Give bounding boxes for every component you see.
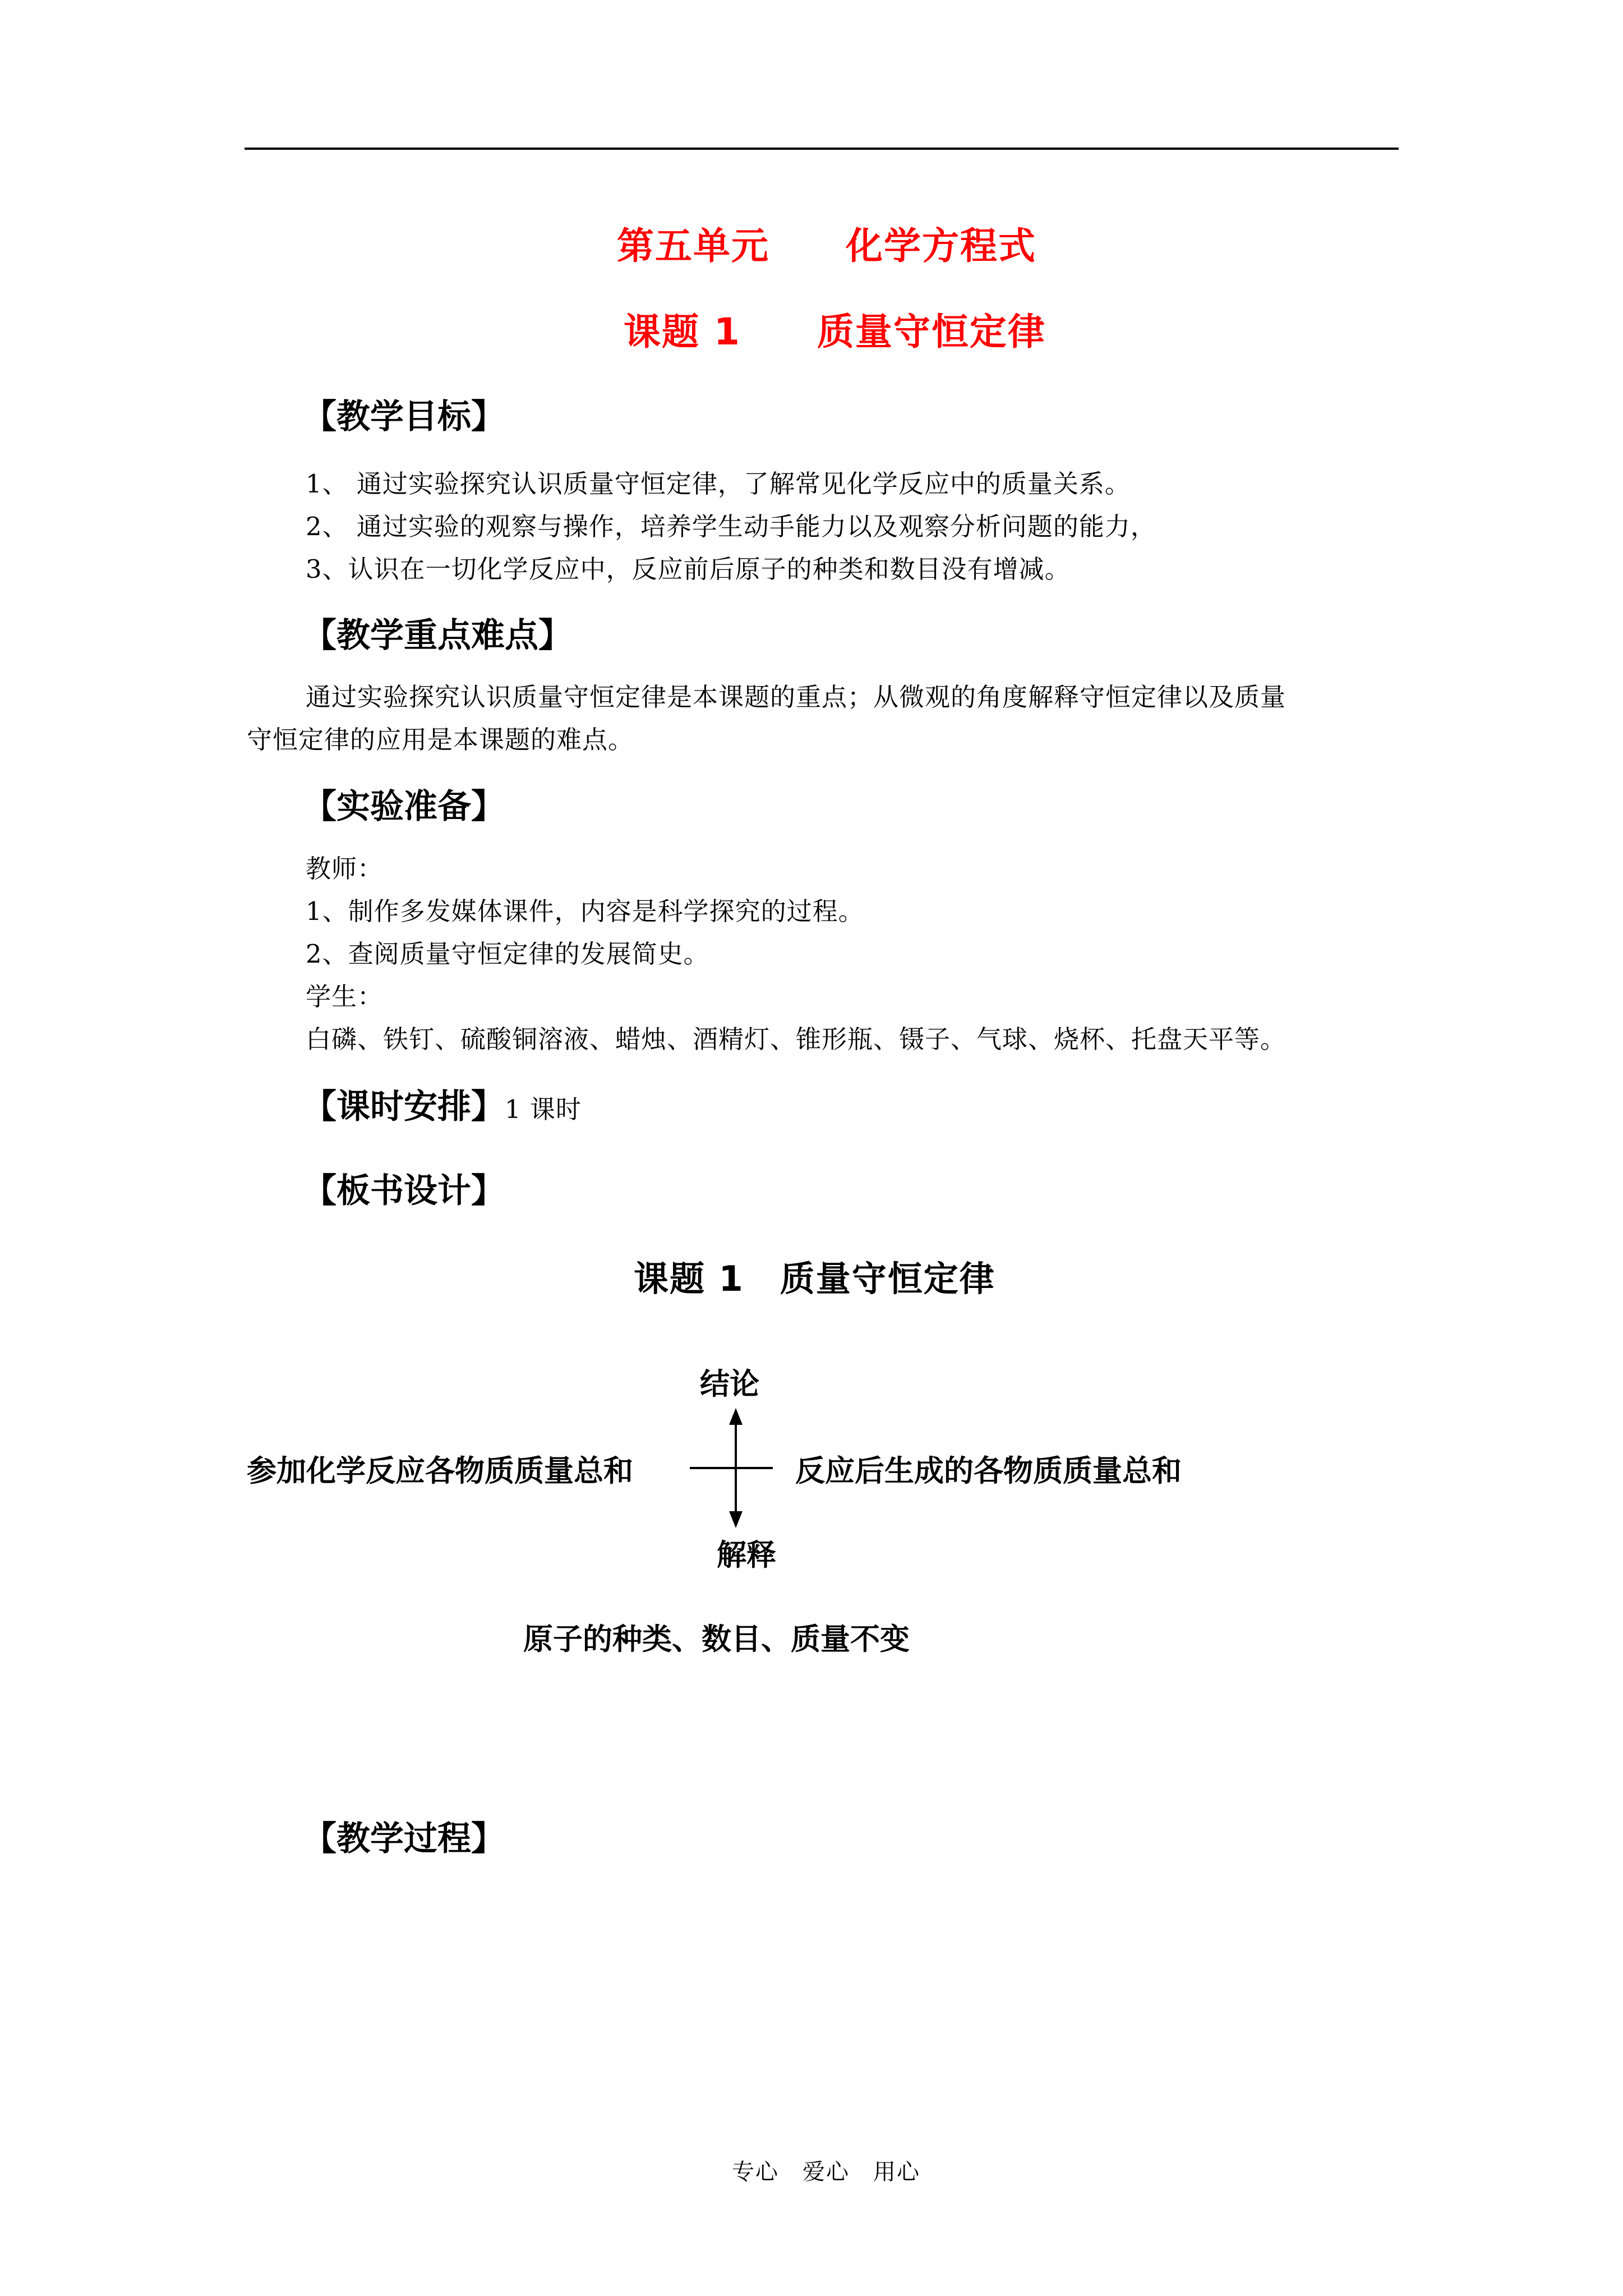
- conclusion-label: 结论: [700, 1367, 759, 1401]
- products-mass-label: 反应后生成的各物质质量总和: [795, 1454, 1182, 1488]
- objective-item: 2、 通过实验的观察与操作，培养学生动手能力以及观察分析问题的能力，: [306, 512, 1156, 541]
- preparation-heading: 【实验准备】: [303, 787, 505, 826]
- header-rule: [245, 148, 1399, 150]
- unit-title: 第五单元 化学方程式: [617, 224, 1036, 268]
- key-points-line: 守恒定律的应用是本课题的难点。: [247, 725, 634, 754]
- equality-cross-arrows: [690, 1408, 780, 1531]
- schedule-heading: 【课时安排】: [303, 1087, 505, 1126]
- reactants-mass-label: 参加化学反应各物质质量总和: [247, 1454, 633, 1488]
- teacher-label: 教师：: [306, 854, 384, 884]
- student-label: 学生：: [306, 982, 384, 1011]
- footer-text: 专心 爱心 用心: [732, 2159, 920, 2185]
- arrow-down-icon: [729, 1511, 743, 1528]
- key-points-heading: 【教学重点难点】: [303, 616, 572, 655]
- board-heading: 【板书设计】: [303, 1171, 505, 1211]
- explanation-text: 原子的种类、数目、质量不变: [523, 1622, 910, 1657]
- student-items: 白磷、铁钉、硫酸铜溶液、蜡烛、酒精灯、锥形瓶、镊子、气球、烧杯、托盘天平等。: [306, 1024, 1287, 1054]
- objective-item: 1、 通过实验探究认识质量守恒定律，了解常见化学反应中的质量关系。: [306, 469, 1131, 499]
- arrow-up-icon: [729, 1408, 743, 1425]
- objective-item: 3、认识在一切化学反应中，反应前后原子的种类和数目没有增减。: [306, 554, 1071, 584]
- teacher-item: 1、制作多发媒体课件，内容是科学探究的过程。: [306, 896, 864, 926]
- schedule-row: [303, 1080, 582, 1128]
- lesson-title: 课题 1 质量守恒定律: [624, 310, 1046, 353]
- objectives-heading: 【教学目标】: [303, 397, 505, 436]
- teacher-item: 2、查阅质量守恒定律的发展简史。: [306, 939, 709, 969]
- board-title: 课题 1 质量守恒定律: [634, 1258, 995, 1299]
- explanation-label: 解释: [717, 1538, 776, 1572]
- process-heading: 【教学过程】: [303, 1819, 505, 1858]
- key-points-line: 通过实验探究认识质量守恒定律是本课题的重点；从微观的角度解释守恒定律以及质量: [306, 682, 1287, 712]
- schedule-value: 1 课时: [505, 1094, 582, 1124]
